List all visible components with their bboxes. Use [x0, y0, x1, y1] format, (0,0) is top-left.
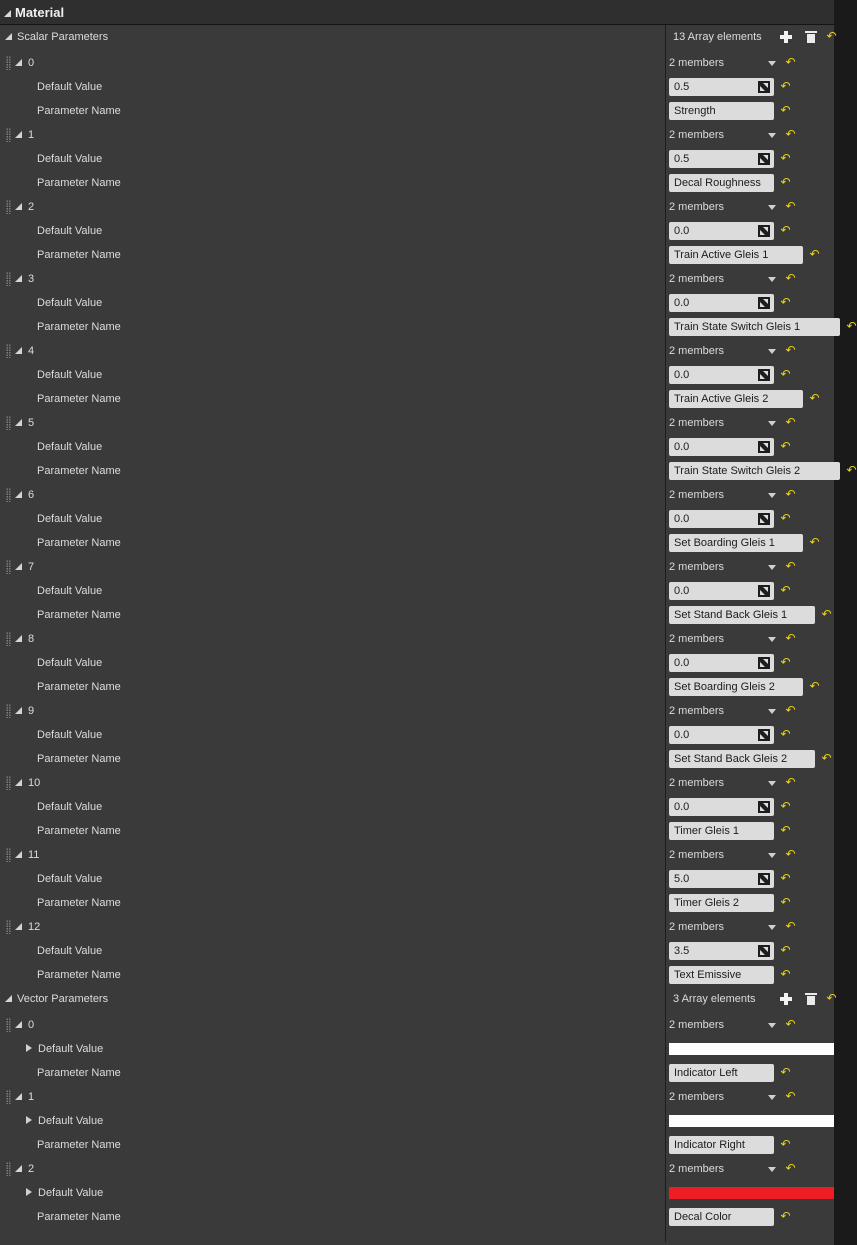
reset-to-default-icon[interactable]: ↶ — [785, 1089, 796, 1103]
scalar-element-row — [0, 843, 834, 867]
parameter-name-label: Parameter Name — [37, 609, 121, 621]
triangle-expanded-icon[interactable] — [5, 995, 12, 1002]
element-index: 1 — [28, 129, 35, 141]
parameter-name-label: Parameter Name — [37, 537, 121, 549]
element-index: 3 — [28, 273, 35, 285]
parameter-name-label: Parameter Name — [37, 825, 121, 837]
members-count: 2 members — [669, 417, 725, 429]
reset-to-default-icon[interactable]: ↶ — [780, 175, 791, 189]
reset-to-default-icon[interactable]: ↶ — [780, 439, 791, 453]
parameter-name-input[interactable]: Train State Switch Gleis 1 — [669, 318, 840, 336]
drag-adjust-icon[interactable] — [758, 441, 770, 453]
reset-to-default-icon[interactable]: ↶ — [785, 127, 796, 141]
reset-to-default-icon[interactable]: ↶ — [809, 679, 820, 693]
default-value-label: Default Value — [37, 297, 103, 309]
scalar-element-row — [0, 339, 834, 363]
members-count: 2 members — [669, 489, 725, 501]
triangle-collapsed-icon[interactable] — [26, 1116, 32, 1124]
trash-bin — [807, 34, 815, 43]
default-value-text: 0.0 — [674, 441, 690, 453]
reset-to-default-icon[interactable]: ↶ — [785, 631, 796, 645]
trash-icon[interactable] — [806, 31, 816, 43]
default-value-text: 0.0 — [674, 225, 690, 237]
reset-to-default-icon[interactable]: ↶ — [780, 967, 791, 981]
scalar-parameter-name-row — [0, 99, 834, 123]
default-value-text: 0.0 — [674, 369, 690, 381]
drag-adjust-icon[interactable] — [758, 513, 770, 525]
default-value-input[interactable] — [669, 870, 774, 888]
default-value-label: Default Value — [37, 585, 103, 597]
vector-parameters-label: Vector Parameters — [17, 993, 109, 1005]
scalar-default-value-row — [0, 75, 834, 99]
chevron-down-icon[interactable] — [768, 565, 776, 570]
drag-adjust-icon[interactable] — [758, 873, 770, 885]
triangle-expanded-icon[interactable] — [15, 59, 22, 66]
default-value-input[interactable] — [669, 798, 774, 816]
default-value-input[interactable] — [669, 150, 774, 168]
scalar-element-row — [0, 123, 834, 147]
vector-element-row — [0, 1157, 834, 1181]
vector-parameters-header — [0, 987, 837, 1011]
reset-to-default-icon[interactable]: ↶ — [785, 487, 796, 501]
chevron-down-icon[interactable] — [768, 61, 776, 66]
reset-to-default-icon[interactable]: ↶ — [821, 751, 832, 765]
element-index: 0 — [28, 57, 35, 69]
reset-to-default-icon[interactable]: ↶ — [780, 295, 791, 309]
scalar-default-value-row — [0, 291, 834, 315]
scalar-default-value-row — [0, 363, 834, 387]
drag-handle-icon[interactable] — [6, 200, 11, 214]
reset-to-default-icon[interactable]: ↶ — [785, 847, 796, 861]
default-value-text: 0.5 — [674, 81, 690, 93]
default-value-input[interactable] — [669, 510, 774, 528]
reset-to-default-icon[interactable]: ↶ — [780, 511, 791, 525]
reset-to-default-icon[interactable]: ↶ — [785, 199, 796, 213]
drag-handle-icon[interactable] — [6, 128, 11, 142]
default-value-label: Default Value — [38, 1043, 104, 1055]
scalar-element-row — [0, 699, 834, 723]
parameter-name-label: Parameter Name — [37, 753, 121, 765]
default-value-label: Default Value — [37, 153, 103, 165]
material-category-header[interactable] — [0, 0, 834, 25]
parameter-name-label: Parameter Name — [37, 249, 121, 261]
drag-adjust-icon[interactable] — [758, 153, 770, 165]
default-value-label: Default Value — [37, 513, 103, 525]
drag-handle-icon[interactable] — [6, 560, 11, 574]
drag-handle-icon[interactable] — [6, 632, 11, 646]
vector-element-row — [0, 1013, 834, 1037]
default-value-input[interactable] — [669, 366, 774, 384]
trash-bin — [807, 996, 815, 1005]
members-count: 2 members — [669, 1163, 725, 1175]
chevron-down-icon[interactable] — [768, 1023, 776, 1028]
vector-element-row — [0, 1085, 834, 1109]
drag-adjust-icon[interactable] — [758, 729, 770, 741]
reset-to-default-icon[interactable]: ↶ — [846, 319, 857, 333]
parameter-name-input[interactable]: Train Active Gleis 2 — [669, 390, 803, 408]
parameter-name-input[interactable]: Train Active Gleis 1 — [669, 246, 803, 264]
drag-handle-icon[interactable] — [6, 1162, 11, 1176]
triangle-expanded-icon[interactable] — [15, 203, 22, 210]
default-value-label: Default Value — [37, 81, 103, 93]
triangle-expanded-icon[interactable] — [15, 923, 22, 930]
members-count: 2 members — [669, 57, 725, 69]
triangle-expanded-icon[interactable] — [15, 131, 22, 138]
element-index: 6 — [28, 489, 35, 501]
default-value-input[interactable] — [669, 438, 774, 456]
element-index: 10 — [28, 777, 41, 789]
default-value-text: 0.5 — [674, 153, 690, 165]
triangle-expanded-icon[interactable] — [15, 635, 22, 642]
chevron-down-icon[interactable] — [768, 421, 776, 426]
vector-parameter-name-row — [0, 1133, 834, 1157]
parameter-name-input[interactable]: Set Boarding Gleis 1 — [669, 534, 803, 552]
scalar-parameter-name-row — [0, 603, 834, 627]
triangle-expanded-icon[interactable] — [15, 563, 22, 570]
default-value-input[interactable] — [669, 222, 774, 240]
members-count: 2 members — [669, 921, 725, 933]
chevron-down-icon[interactable] — [768, 637, 776, 642]
default-value-text: 3.5 — [674, 945, 690, 957]
chevron-down-icon[interactable] — [768, 853, 776, 858]
reset-to-default-icon[interactable]: ↶ — [780, 823, 791, 837]
parameter-name-input[interactable]: Strength — [669, 102, 774, 120]
category-title: Material — [15, 4, 65, 20]
element-index: 8 — [28, 633, 35, 645]
reset-to-default-icon[interactable]: ↶ — [785, 271, 796, 285]
scalar-element-row — [0, 51, 834, 75]
parameter-name-input[interactable]: Timer Gleis 1 — [669, 822, 774, 840]
vector-parameter-name-row — [0, 1061, 834, 1085]
parameter-name-label: Parameter Name — [37, 393, 121, 405]
drag-handle-icon[interactable] — [6, 704, 11, 718]
members-count: 2 members — [669, 849, 725, 861]
parameter-name-input[interactable]: Decal Color — [669, 1208, 774, 1226]
parameter-name-label: Parameter Name — [37, 969, 121, 981]
scalar-element-row — [0, 555, 834, 579]
members-count: 2 members — [669, 129, 725, 141]
element-index: 5 — [28, 417, 35, 429]
reset-to-default-icon[interactable]: ↶ — [785, 343, 796, 357]
reset-to-default-icon[interactable]: ↶ — [821, 607, 832, 621]
element-index: 2 — [28, 1163, 35, 1175]
vector-default-value-row — [0, 1109, 834, 1133]
parameter-name-input[interactable]: Set Boarding Gleis 2 — [669, 678, 803, 696]
reset-to-default-icon[interactable]: ↶ — [780, 943, 791, 957]
scalar-parameters-header — [0, 25, 837, 49]
element-index: 1 — [28, 1091, 35, 1103]
triangle-expanded-icon[interactable] — [15, 275, 22, 282]
drag-handle-icon[interactable] — [6, 416, 11, 430]
plus-icon[interactable] — [780, 31, 792, 43]
color-swatch[interactable] — [669, 1115, 834, 1127]
reset-to-default-icon[interactable]: ↶ — [785, 703, 796, 717]
reset-to-default-icon[interactable]: ↶ — [785, 559, 796, 573]
default-value-input[interactable] — [669, 582, 774, 600]
element-index: 2 — [28, 201, 35, 213]
parameter-name-input[interactable]: Indicator Right — [669, 1136, 774, 1154]
default-value-label: Default Value — [37, 801, 103, 813]
members-count: 2 members — [669, 345, 725, 357]
triangle-expanded-icon[interactable] — [4, 10, 11, 17]
triangle-expanded-icon[interactable] — [15, 1165, 22, 1172]
scalar-element-row — [0, 915, 834, 939]
parameter-name-input[interactable]: Train State Switch Gleis 2 — [669, 462, 840, 480]
default-value-input[interactable] — [669, 726, 774, 744]
drag-handle-icon[interactable] — [6, 56, 11, 70]
scalar-element-row — [0, 411, 834, 435]
chevron-down-icon[interactable] — [768, 277, 776, 282]
scalar-default-value-row — [0, 579, 834, 603]
triangle-expanded-icon[interactable] — [15, 851, 22, 858]
default-value-text: 0.0 — [674, 513, 690, 525]
parameter-name-label: Parameter Name — [37, 321, 121, 333]
reset-to-default-icon[interactable]: ↶ — [785, 919, 796, 933]
triangle-expanded-icon[interactable] — [15, 491, 22, 498]
scalar-default-value-row — [0, 435, 834, 459]
drag-adjust-icon[interactable] — [758, 657, 770, 669]
members-count: 2 members — [669, 561, 725, 573]
trash-lid — [805, 31, 817, 33]
parameter-name-input[interactable]: Set Stand Back Gleis 1 — [669, 606, 815, 624]
members-count: 2 members — [669, 777, 725, 789]
scalar-parameter-name-row — [0, 171, 834, 195]
default-value-input[interactable] — [669, 654, 774, 672]
scalar-default-value-row — [0, 867, 834, 891]
color-swatch[interactable] — [669, 1043, 834, 1055]
triangle-collapsed-icon[interactable] — [26, 1044, 32, 1052]
reset-to-default-icon[interactable]: ↶ — [785, 775, 796, 789]
parameter-name-label: Parameter Name — [37, 897, 121, 909]
parameter-name-label: Parameter Name — [37, 1067, 121, 1079]
trash-lid — [805, 993, 817, 995]
chevron-down-icon[interactable] — [768, 925, 776, 930]
chevron-down-icon[interactable] — [768, 781, 776, 786]
members-count: 2 members — [669, 1091, 725, 1103]
chevron-down-icon[interactable] — [768, 709, 776, 714]
scalar-parameter-name-row — [0, 315, 857, 339]
scalar-parameter-name-row — [0, 531, 834, 555]
vector-default-value-row — [0, 1037, 834, 1061]
scalar-parameter-name-row — [0, 243, 834, 267]
parameter-name-label: Parameter Name — [37, 465, 121, 477]
element-index: 0 — [28, 1019, 35, 1031]
default-value-label: Default Value — [37, 441, 103, 453]
trash-icon[interactable] — [806, 993, 816, 1005]
drag-handle-icon[interactable] — [6, 776, 11, 790]
element-index: 12 — [28, 921, 41, 933]
scalar-element-row — [0, 195, 834, 219]
triangle-expanded-icon[interactable] — [15, 1093, 22, 1100]
scalar-parameter-name-row — [0, 387, 834, 411]
reset-to-default-icon[interactable]: ↶ — [826, 991, 837, 1005]
scalar-parameter-name-row — [0, 675, 834, 699]
drag-handle-icon[interactable] — [6, 848, 11, 862]
default-value-input[interactable] — [669, 942, 774, 960]
scalar-default-value-row — [0, 507, 834, 531]
drag-handle-icon[interactable] — [6, 1090, 11, 1104]
default-value-label: Default Value — [37, 873, 103, 885]
reset-to-default-icon[interactable]: ↶ — [785, 1017, 796, 1031]
reset-to-default-icon[interactable]: ↶ — [780, 799, 791, 813]
triangle-expanded-icon[interactable] — [5, 33, 12, 40]
reset-to-default-icon[interactable]: ↶ — [780, 223, 791, 237]
scalar-parameters-label: Scalar Parameters — [17, 31, 109, 43]
reset-to-default-icon[interactable]: ↶ — [780, 151, 791, 165]
default-value-label: Default Value — [37, 369, 103, 381]
members-count: 2 members — [669, 633, 725, 645]
triangle-expanded-icon[interactable] — [15, 779, 22, 786]
drag-adjust-icon[interactable] — [758, 81, 770, 93]
parameter-name-label: Parameter Name — [37, 105, 121, 117]
default-value-text: 0.0 — [674, 657, 690, 669]
parameter-name-input[interactable]: Indicator Left — [669, 1064, 774, 1082]
members-count: 2 members — [669, 273, 725, 285]
details-panel — [0, 25, 857, 1245]
scalar-default-value-row — [0, 795, 834, 819]
vector-parameters-count: 3 Array elements — [673, 993, 756, 1005]
drag-adjust-icon[interactable] — [758, 225, 770, 237]
drag-adjust-icon[interactable] — [758, 297, 770, 309]
parameter-name-input[interactable]: Decal Roughness — [669, 174, 774, 192]
drag-handle-icon[interactable] — [6, 488, 11, 502]
default-value-label: Default Value — [37, 729, 103, 741]
chevron-down-icon[interactable] — [768, 493, 776, 498]
reset-to-default-icon[interactable]: ↶ — [846, 463, 857, 477]
default-value-text: 5.0 — [674, 873, 690, 885]
vector-default-value-row — [0, 1181, 834, 1205]
scalar-parameter-name-row — [0, 891, 834, 915]
default-value-label: Default Value — [37, 657, 103, 669]
scalar-default-value-row — [0, 939, 834, 963]
default-value-text: 0.0 — [674, 801, 690, 813]
vector-parameter-name-row — [0, 1205, 834, 1229]
drag-handle-icon[interactable] — [6, 920, 11, 934]
scalar-parameter-name-row — [0, 963, 834, 987]
reset-to-default-icon[interactable]: ↶ — [780, 1209, 791, 1223]
default-value-text: 0.0 — [674, 297, 690, 309]
scalar-default-value-row — [0, 219, 834, 243]
triangle-expanded-icon[interactable] — [15, 347, 22, 354]
chevron-down-icon[interactable] — [768, 1167, 776, 1172]
reset-to-default-icon[interactable]: ↶ — [780, 79, 791, 93]
default-value-label: Default Value — [38, 1187, 104, 1199]
reset-to-default-icon[interactable]: ↶ — [809, 247, 820, 261]
parameter-name-input[interactable]: Text Emissive — [669, 966, 774, 984]
parameter-name-input[interactable]: Timer Gleis 2 — [669, 894, 774, 912]
scalar-default-value-row — [0, 147, 834, 171]
default-value-label: Default Value — [37, 225, 103, 237]
element-index: 7 — [28, 561, 35, 573]
parameter-name-label: Parameter Name — [37, 177, 121, 189]
drag-adjust-icon[interactable] — [758, 801, 770, 813]
drag-adjust-icon[interactable] — [758, 585, 770, 597]
reset-to-default-icon[interactable]: ↶ — [809, 535, 820, 549]
parameter-name-label: Parameter Name — [37, 681, 121, 693]
scalar-element-row — [0, 267, 834, 291]
element-index: 11 — [28, 849, 40, 861]
reset-to-default-icon[interactable]: ↶ — [809, 391, 820, 405]
parameter-name-input[interactable]: Set Stand Back Gleis 2 — [669, 750, 815, 768]
scalar-default-value-row — [0, 651, 834, 675]
column-divider[interactable] — [665, 25, 666, 1242]
reset-to-default-icon[interactable]: ↶ — [780, 103, 791, 117]
default-value-text: 0.0 — [674, 585, 690, 597]
reset-to-default-icon[interactable]: ↶ — [780, 583, 791, 597]
scalar-default-value-row — [0, 723, 834, 747]
element-index: 9 — [28, 705, 35, 717]
drag-handle-icon[interactable] — [6, 1018, 11, 1032]
parameter-name-label: Parameter Name — [37, 1139, 121, 1151]
default-value-label: Default Value — [37, 945, 103, 957]
reset-to-default-icon[interactable]: ↶ — [780, 655, 791, 669]
color-swatch[interactable] — [669, 1187, 834, 1199]
parameter-name-label: Parameter Name — [37, 1211, 121, 1223]
reset-to-default-icon[interactable]: ↶ — [780, 367, 791, 381]
default-value-input[interactable] — [669, 294, 774, 312]
drag-adjust-icon[interactable] — [758, 945, 770, 957]
members-count: 2 members — [669, 201, 725, 213]
default-value-text: 0.0 — [674, 729, 690, 741]
scalar-element-row — [0, 627, 834, 651]
reset-to-default-icon[interactable]: ↶ — [785, 1161, 796, 1175]
drag-handle-icon[interactable] — [6, 272, 11, 286]
plus-icon[interactable] — [780, 993, 792, 1005]
triangle-collapsed-icon[interactable] — [26, 1188, 32, 1196]
default-value-input[interactable] — [669, 78, 774, 96]
scalar-parameter-name-row — [0, 459, 857, 483]
scalar-parameter-name-row — [0, 747, 834, 771]
triangle-expanded-icon[interactable] — [15, 1021, 22, 1028]
scalar-parameters-count: 13 Array elements — [673, 31, 762, 43]
scalar-element-row — [0, 483, 834, 507]
members-count: 2 members — [669, 705, 725, 717]
reset-to-default-icon[interactable]: ↶ — [780, 727, 791, 741]
reset-to-default-icon[interactable]: ↶ — [826, 29, 837, 43]
default-value-label: Default Value — [38, 1115, 104, 1127]
triangle-expanded-icon[interactable] — [15, 707, 22, 714]
reset-to-default-icon[interactable]: ↶ — [780, 1137, 791, 1151]
chevron-down-icon[interactable] — [768, 349, 776, 354]
chevron-down-icon[interactable] — [768, 133, 776, 138]
chevron-down-icon[interactable] — [768, 205, 776, 210]
drag-adjust-icon[interactable] — [758, 369, 770, 381]
scalar-parameter-name-row — [0, 819, 834, 843]
chevron-down-icon[interactable] — [768, 1095, 776, 1100]
reset-to-default-icon[interactable]: ↶ — [780, 895, 791, 909]
scalar-element-row — [0, 771, 834, 795]
members-count: 2 members — [669, 1019, 725, 1031]
element-index: 4 — [28, 345, 35, 357]
reset-to-default-icon[interactable]: ↶ — [785, 55, 796, 69]
reset-to-default-icon[interactable]: ↶ — [780, 871, 791, 885]
reset-to-default-icon[interactable]: ↶ — [785, 415, 796, 429]
reset-to-default-icon[interactable]: ↶ — [780, 1065, 791, 1079]
triangle-expanded-icon[interactable] — [15, 419, 22, 426]
drag-handle-icon[interactable] — [6, 344, 11, 358]
